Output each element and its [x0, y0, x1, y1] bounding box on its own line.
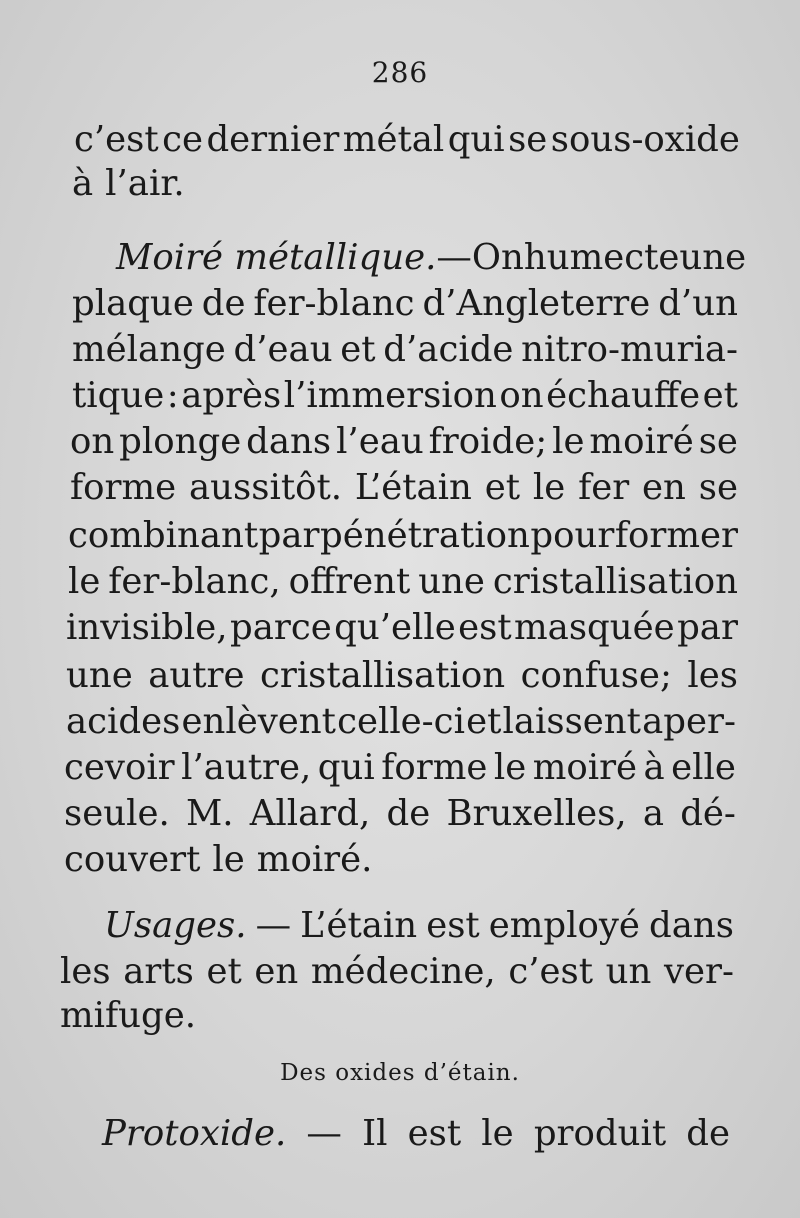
word: les [60, 951, 111, 992]
word: dans [648, 905, 734, 946]
word: c’est [508, 951, 593, 992]
word: moiré [532, 747, 638, 788]
word: après [181, 375, 282, 416]
word: produit [533, 1113, 667, 1154]
word: : [166, 375, 179, 416]
word: par [677, 607, 738, 648]
word: couvert [64, 839, 201, 880]
text-line [66, 606, 738, 650]
text-line [60, 950, 734, 994]
word: combinant [68, 515, 259, 556]
word: celle-ci [337, 701, 465, 742]
word: plaque [72, 283, 194, 324]
text-line [68, 560, 738, 604]
word: dernier [206, 119, 340, 160]
word: l’eau [336, 421, 424, 462]
word: froide; [428, 421, 548, 462]
italic-run-in-heading: Protoxide. [102, 1113, 287, 1154]
word: à [643, 747, 665, 788]
italic-run-in-heading: Usages. [104, 905, 247, 946]
word: On [471, 237, 524, 278]
word: en [254, 951, 299, 992]
word: — [306, 1113, 342, 1154]
word: Bruxelles, [446, 793, 627, 834]
word: L’étain [300, 905, 418, 946]
word: invisible, [66, 607, 228, 648]
word: sous-oxide [550, 119, 740, 160]
word: — [255, 905, 292, 946]
page-number: 286 [371, 56, 429, 89]
word: d’acide [383, 329, 514, 370]
word: dans [246, 421, 332, 462]
word: par [258, 515, 320, 556]
word: cristallisation [492, 561, 738, 602]
text-line [66, 700, 736, 744]
word: le [552, 421, 585, 462]
word: moiré. [256, 839, 373, 880]
text-line [102, 1112, 730, 1156]
word: — [436, 237, 472, 278]
word: cevoir [64, 747, 175, 788]
word: elle [671, 747, 736, 788]
word: employé [488, 905, 640, 946]
word: ce [162, 119, 204, 160]
word: M. [185, 793, 234, 834]
word: le [493, 747, 527, 788]
section-heading: Des oxides d’étain. [280, 1060, 520, 1086]
italic-run-in-heading: Moiré métallique. [116, 237, 437, 278]
word: et [206, 951, 242, 992]
word: l’autre, [181, 747, 312, 788]
word: Il [362, 1113, 388, 1154]
word: parce [229, 607, 332, 648]
word: on [499, 375, 544, 416]
word: masquée [514, 607, 675, 648]
word: à [72, 163, 94, 204]
word: former [614, 515, 738, 556]
text-line [72, 162, 740, 206]
word: L’étain [354, 467, 472, 508]
word: forme [381, 747, 488, 788]
word: qui [317, 747, 375, 788]
word: qu’elle [334, 607, 456, 648]
word: ver- [663, 951, 734, 992]
word: échauffe [546, 375, 701, 416]
word: pénétration [320, 515, 530, 556]
word: pour [530, 515, 615, 556]
word: le [212, 839, 245, 880]
word: de [386, 793, 431, 834]
text-line [64, 838, 736, 882]
word: aper- [642, 701, 736, 742]
word: a [642, 793, 664, 834]
text-line [68, 514, 738, 558]
word: Allard, [249, 793, 371, 834]
word: fer-blanc, [108, 561, 281, 602]
word: moiré [589, 421, 694, 462]
word: est [426, 905, 480, 946]
word: on [70, 421, 115, 462]
word: une [418, 561, 485, 602]
word: les [687, 655, 738, 696]
word: l’air. [105, 163, 185, 204]
word: le [532, 467, 566, 508]
word: de [686, 1113, 730, 1154]
word: humecte [523, 237, 680, 278]
word: tique [72, 375, 165, 416]
text-line [72, 328, 738, 372]
text-line [60, 994, 734, 1038]
word: offrent [288, 561, 411, 602]
word: confuse; [520, 655, 672, 696]
word: l’immersion [283, 375, 497, 416]
text-line [72, 374, 738, 418]
word: une [66, 655, 133, 696]
text-line [74, 118, 740, 162]
word: une [679, 237, 747, 278]
word: médecine, [310, 951, 496, 992]
word: fer [578, 467, 630, 508]
word: le [68, 561, 101, 602]
text-line [66, 654, 738, 698]
word: le [481, 1113, 514, 1154]
word: plonge [119, 421, 242, 462]
word: en [642, 467, 686, 508]
word: laissent [502, 701, 641, 742]
word: se [508, 119, 548, 160]
word: acides [66, 701, 181, 742]
word: nitro-muria- [521, 329, 738, 370]
word: mélange [72, 329, 226, 370]
word: mifuge. [60, 995, 197, 1036]
text-line [64, 746, 736, 790]
word: et [466, 701, 502, 742]
text-line [104, 904, 734, 948]
word: autre [148, 655, 245, 696]
word: un [605, 951, 652, 992]
word: cristallisation [259, 655, 506, 696]
word: d’eau [233, 329, 333, 370]
word: d’un [658, 283, 738, 324]
word: est [458, 607, 512, 648]
word: qui [447, 119, 505, 160]
word: seule. [64, 793, 170, 834]
word: forme [70, 467, 177, 508]
word: arts [123, 951, 194, 992]
text-line [70, 420, 738, 464]
word: d’Angleterre [422, 283, 651, 324]
word: aussitôt. [189, 467, 343, 508]
word: se [698, 421, 738, 462]
word: de [201, 283, 246, 324]
word: et [702, 375, 738, 416]
word: c’est [74, 119, 159, 160]
text-line [116, 236, 747, 280]
word: enlèvent [181, 701, 336, 742]
word: dé- [680, 793, 736, 834]
text-line [72, 282, 738, 326]
word: se [698, 467, 738, 508]
text-line [70, 466, 738, 510]
word: métal [342, 119, 445, 160]
word: et [484, 467, 520, 508]
text-line [64, 792, 736, 836]
word: est [407, 1113, 462, 1154]
word: et [340, 329, 376, 370]
word: fer-blanc [253, 283, 415, 324]
